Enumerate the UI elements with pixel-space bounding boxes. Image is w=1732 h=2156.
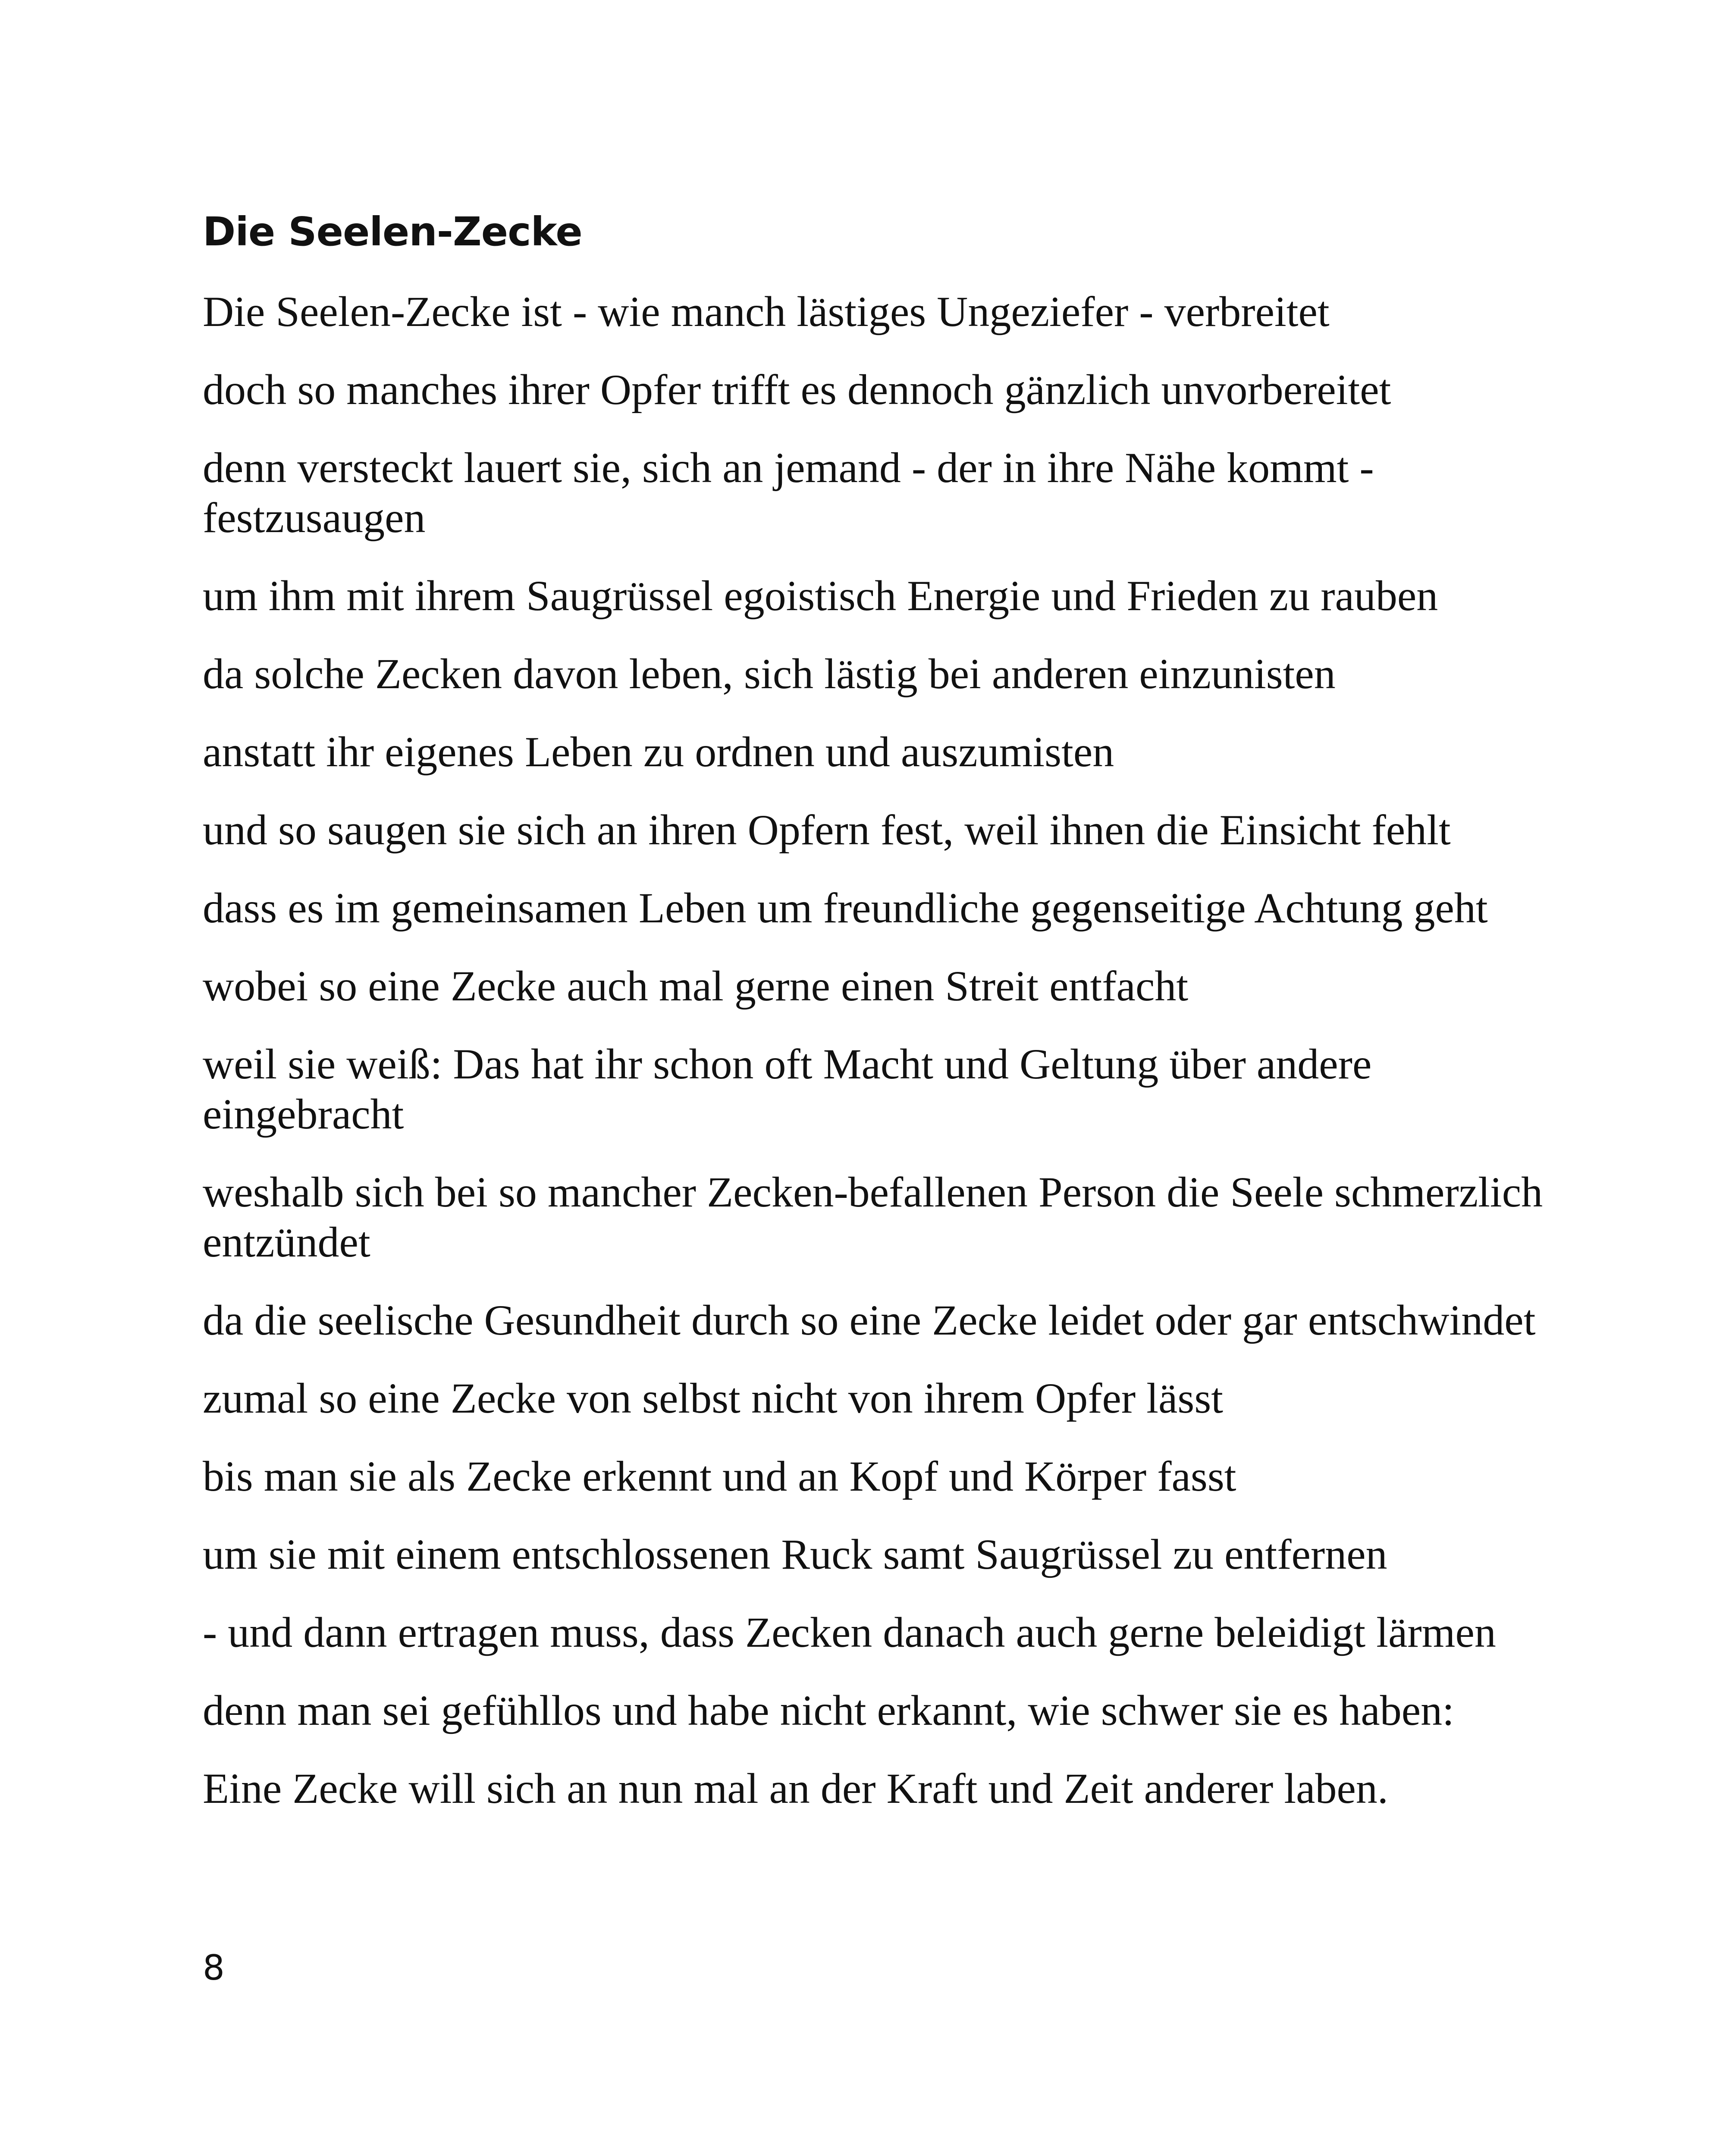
poem-line: zumal so eine Zecke von selbst nicht von ihrem Opfer lässt (203, 1374, 1224, 1422)
poem-line: um sie mit einem entschlossenen Ruck samt Saugrüssel zu entfernen (203, 1530, 1387, 1578)
poem-line: um ihm mit ihrem Saugrüssel egoistisch Energie und Frieden zu rauben (203, 572, 1438, 620)
poem-line: doch so manches ihrer Opfer trifft es dennoch gänzlich unvorbereitet (203, 366, 1391, 414)
poem-line: weil sie weiß: Das hat ihr schon oft Macht und Geltung über andere eingebracht (203, 1040, 1372, 1138)
poem-line: da die seelische Gesundheit durch so eine Zecke leidet oder gar entschwindet (203, 1296, 1536, 1344)
poem-line: anstatt ihr eigenes Leben zu ordnen und auszumisten (203, 728, 1114, 776)
poem-line: Die Seelen-Zecke ist - wie manch lästiges Ungeziefer - verbreitet (203, 288, 1330, 335)
poem-line: wobei so eine Zecke auch mal gerne einen Streit entfacht (203, 962, 1189, 1010)
poem-line: bis man sie als Zecke erkennt und an Kopf und Körper fasst (203, 1452, 1236, 1500)
poem-line: da solche Zecken davon leben, sich lästig bei anderen einzunisten (203, 650, 1336, 698)
poem-line: dass es im gemeinsamen Leben um freundliche gegenseitige Achtung geht (203, 884, 1488, 932)
page-number: 8 (203, 1948, 225, 1988)
poem-line: - und dann ertragen muss, dass Zecken danach auch gerne beleidigt lärmen (203, 1608, 1496, 1656)
poem-line: denn versteckt lauert sie, sich an jemand - der in ihre Nähe kommt - festzusaugen (203, 444, 1374, 542)
poem-body (203, 287, 1561, 1842)
poem-line: denn man sei gefühllos und habe nicht erkannt, wie schwer sie es haben: (203, 1686, 1454, 1734)
poem-title: Die Seelen-Zecke (203, 209, 582, 255)
poem-line: weshalb sich bei so mancher Zecken-befallenen Person die Seele schmerzlich entzündet (203, 1168, 1543, 1266)
poem-line: Eine Zecke will sich an nun mal an der Kraft und Zeit anderer laben. (203, 1764, 1388, 1812)
poem-line: und so saugen sie sich an ihren Opfern fest, weil ihnen die Einsicht fehlt (203, 806, 1451, 854)
